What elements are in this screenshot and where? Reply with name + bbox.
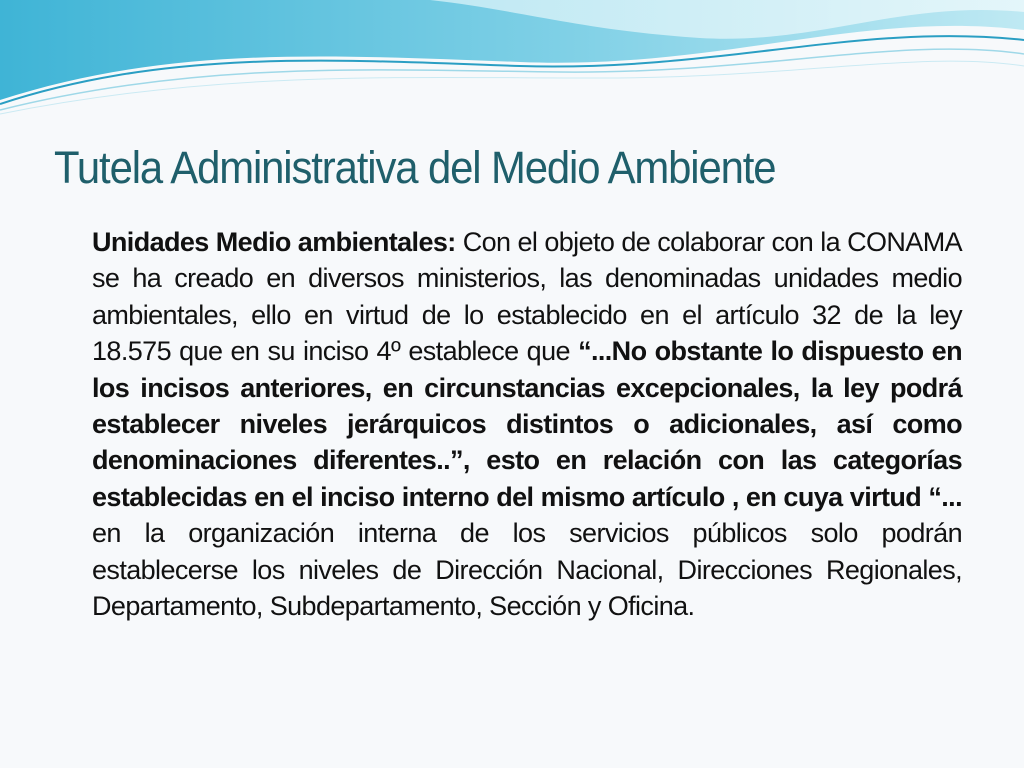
wave-header-decoration [0, 0, 1024, 120]
slide-title: Tutela Administrativa del Medio Ambiente [54, 142, 776, 193]
body-text-intro: Con el objeto de colaborar con la CONAMA se ha creado en diversos ministerios, las denominadas unidades medio ambientales, ello en virtud de lo establecido en el artículo 32 de la ley 18.575 que en su inciso 4º establece que [92, 227, 962, 367]
slide-body-paragraph [92, 224, 962, 624]
legal-quote: “...No obstante lo dispuesto en los incisos anteriores, en circunstancias excepcionales, la ley podrá establecer niveles jerárquicos distintos o adicionales, así como denominaciones diferentes..”, esto en relación con las categorías establecidas en el inciso interno del mismo artículo , en cuya virtud “... [92, 336, 962, 512]
body-text-conclusion: en la organización interna de los servicios públicos solo podrán establecerse los niveles de Dirección Nacional, Direcciones Regionales, Departamento, Subdepartamento, Sección y Oficina. [92, 518, 962, 622]
lead-term: Unidades Medio ambientales: [92, 227, 456, 257]
